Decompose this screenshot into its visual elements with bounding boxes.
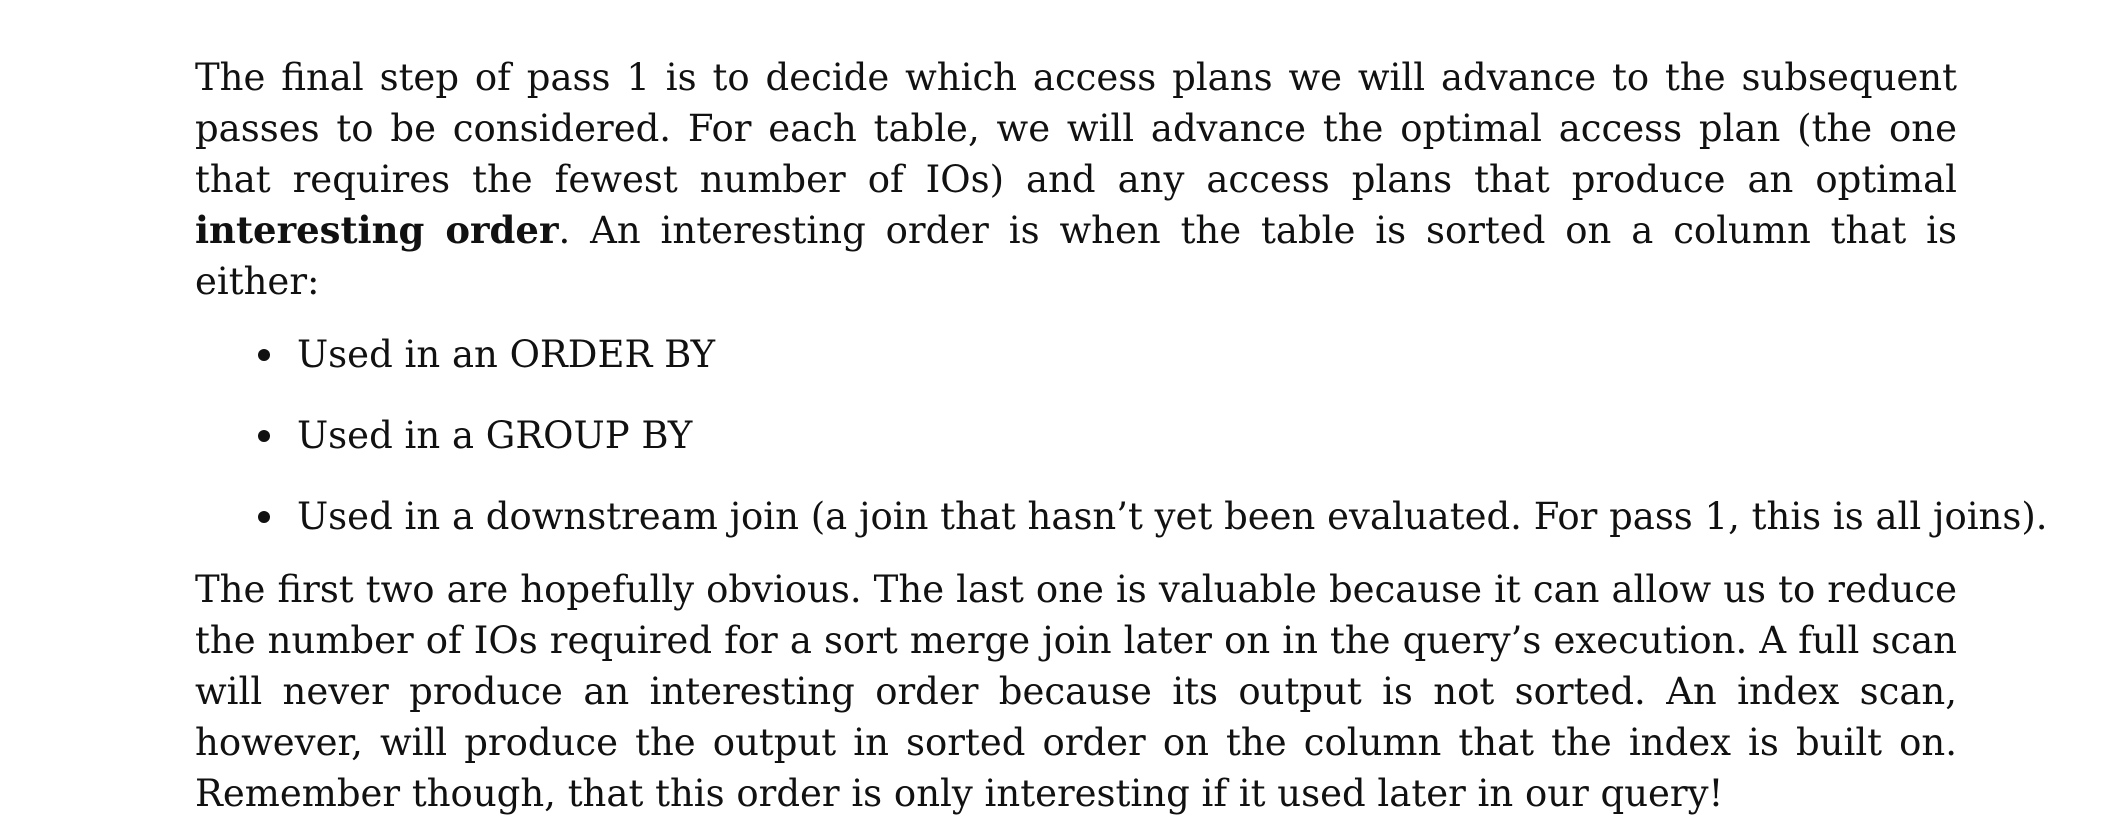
paragraph-1-text-after: . An interesting order is when the table is sorted on a column that is either: xyxy=(195,209,1957,303)
list-item-group-by xyxy=(195,410,1957,461)
list-item-order-by xyxy=(195,329,1957,380)
paragraph-interesting-order-explanation: The first two are hopefully obvious. The last one is valuable because it can allow us to reduce the number of IOs required for a sort merge join later on in the query’s execution. A full scan will never produce an interesting order because its output is not sorted. An index scan, however, will produce the output in sorted order on the column that the index is built on. Remember though, that this order is only interesting if it used later in our query! xyxy=(195,568,1957,815)
interesting-order-conditions-list xyxy=(195,329,2048,542)
paragraph-pass1-final-step xyxy=(195,52,1957,307)
list-item-text: Used in an ORDER BY xyxy=(297,333,716,376)
list-item-downstream-join xyxy=(195,491,2048,542)
document-page xyxy=(195,52,2048,819)
list-item-text: Used in a GROUP BY xyxy=(297,414,693,457)
paragraph-1-text-before: The final step of pass 1 is to decide which access plans we will advance to the subsequent passes to be considered. For each table, we will advance the optimal access plan (the one that requires the fewest number of IOs) and any access plans that produce an optimal xyxy=(195,56,1957,201)
bullet-icon xyxy=(258,430,270,442)
bullet-icon xyxy=(258,349,270,361)
list-item-text: Used in a downstream join (a join that hasn’t yet been evaluated. For pass 1, this is all joins). xyxy=(297,495,2048,538)
bullet-icon xyxy=(258,511,270,523)
interesting-order-term: interesting order xyxy=(195,208,559,252)
